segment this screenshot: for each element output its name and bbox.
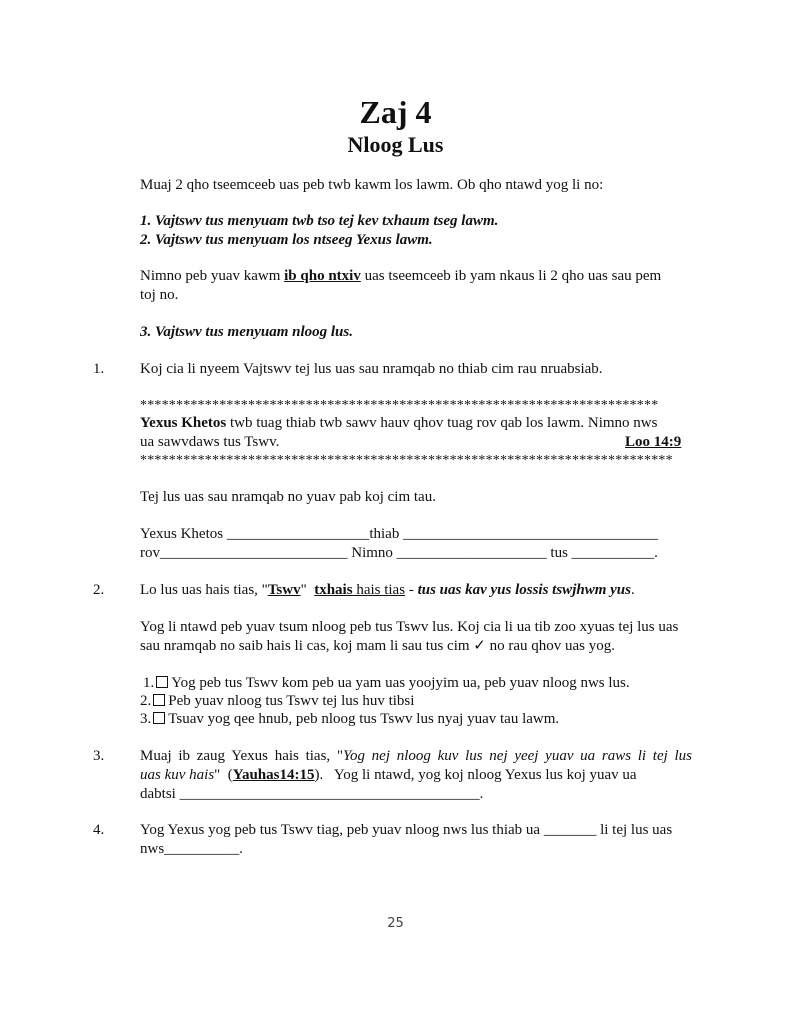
verse-line-1 <box>140 414 657 433</box>
question-3-reference: Yauhas14:15 <box>232 767 315 783</box>
verse-reference: Loo 14:9 <box>625 434 682 450</box>
option-2-number: 2. <box>140 693 152 709</box>
question-2-txhais: txhais <box>314 582 353 598</box>
option-2-text: Peb yuav nloog tus Tswv tej lus huv tibsi <box>168 693 415 709</box>
page-title: Zaj 4 <box>359 94 432 130</box>
question-2-prefix: Lo lus uas hais tias, " <box>140 582 268 598</box>
paragraph-2-line-1 <box>140 267 661 286</box>
stars-divider-top: ************************************************************************ <box>140 398 659 413</box>
point-2: 2. Vajtswv tus menyuam los ntseeg Yexus lawm. <box>140 232 433 248</box>
question-1-number: 1. <box>93 361 105 377</box>
question-1-text: Koj cia li nyeem Vajtswv tej lus uas sau nramqab no thiab cim rau nruabsiab. <box>140 361 603 377</box>
question-3-line-1 <box>140 747 692 766</box>
question-2-mid: " <box>300 582 315 598</box>
fill-blank-line-1: Yexus Khetos ___________________thiab __________________________________ <box>140 526 659 542</box>
question-2-paragraph-line-1: Yog li ntawd peb yuav tsum nloog peb tus Tswv lus. Koj cia li ua tib zoo xyuas tej lus uas <box>140 619 679 635</box>
paragraph-2-after: uas tseemceeb ib yam nkaus li 2 qho uas sau pem <box>360 268 662 284</box>
option-3-number: 3. <box>140 711 152 727</box>
question-2-hais-tias: hais tias <box>352 582 406 598</box>
question-3-quote-1: Yog nej nloog kuv lus nej yeej yuav ua raws li tej lus <box>343 748 692 764</box>
page-subtitle: Nloog Lus <box>347 132 444 157</box>
point-3: 3. Vajtswv tus menyuam nloog lus. <box>140 324 353 340</box>
option-1 <box>143 674 630 693</box>
question-2-text <box>140 581 635 600</box>
question-2-dash: - <box>405 582 418 598</box>
option-1-number: 1. <box>143 675 155 691</box>
option-1-checkbox[interactable] <box>156 676 168 688</box>
option-2-checkbox[interactable] <box>153 694 165 706</box>
option-2 <box>140 692 414 711</box>
verse-line-2: ua sawvdaws tus Tswv. <box>140 434 280 450</box>
verse-name: Yexus Khetos <box>140 415 227 431</box>
page-number: 25 <box>387 916 404 931</box>
question-2-word: Tswv <box>267 582 301 598</box>
question-2-definition: tus uas kav yus lossis tswjhwm yus <box>417 582 631 598</box>
question-4-line-1: Yog Yexus yog peb tus Tswv tiag, peb yuav nloog nws lus thiab ua _______ li tej lus uas <box>140 822 673 838</box>
paragraph-2-highlight: ib qho ntxiv <box>284 268 361 284</box>
stars-divider-bottom: ************************************************************************** <box>140 453 673 468</box>
question-3-rest: ). Yog li ntawd, yog koj nloog Yexus lus koj yuav ua <box>314 767 637 783</box>
question-3-line-3: dabtsi ________________________________________. <box>140 786 484 802</box>
question-1-instruction: Tej lus uas sau nramqab no yuav pab koj cim tau. <box>140 489 436 505</box>
option-1-text: Yog peb tus Tswv kom peb ua yam uas yoojyim ua, peb yuav nloog nws lus. <box>171 675 630 691</box>
fill-blank-line-2: rov_________________________ Nimno ____________________ tus ___________. <box>140 545 658 561</box>
paragraph-2-before: Nimno peb yuav kawm <box>140 268 285 284</box>
question-3-line-2 <box>140 766 637 785</box>
question-3-prefix: Muaj ib zaug Yexus hais tias, " <box>140 748 343 764</box>
intro-text: Muaj 2 qho tseemceeb uas peb twb kawm los lawm. Ob qho ntawd yog li no: <box>140 177 604 193</box>
point-1: 1. Vajtswv tus menyuam twb tso tej kev txhaum tseg lawm. <box>140 213 499 229</box>
option-3-text: Tsuav yog qee hnub, peb nloog tus Tswv lus nyaj yuav tau lawm. <box>168 711 560 727</box>
question-4-line-2: nws__________. <box>140 841 243 857</box>
paragraph-2-line-2: toj no. <box>140 287 179 303</box>
question-2-paragraph-line-2: sau nramqab no saib hais li cas, koj mam li sau tus cim ✓ no rau qhov uas yog. <box>140 638 615 654</box>
verse-line-1-text: twb tuag thiab twb sawv hauv qhov tuag rov qab los lawm. Nimno nws <box>226 415 658 431</box>
question-3-number: 3. <box>93 748 105 764</box>
question-4-number: 4. <box>93 822 105 838</box>
option-3-checkbox[interactable] <box>153 712 165 724</box>
option-3 <box>140 710 559 729</box>
question-2-period: . <box>630 582 635 598</box>
question-2-number: 2. <box>93 582 105 598</box>
question-3-quote-2: uas kuv hais <box>140 767 215 783</box>
question-3-close: " ( <box>214 767 233 783</box>
